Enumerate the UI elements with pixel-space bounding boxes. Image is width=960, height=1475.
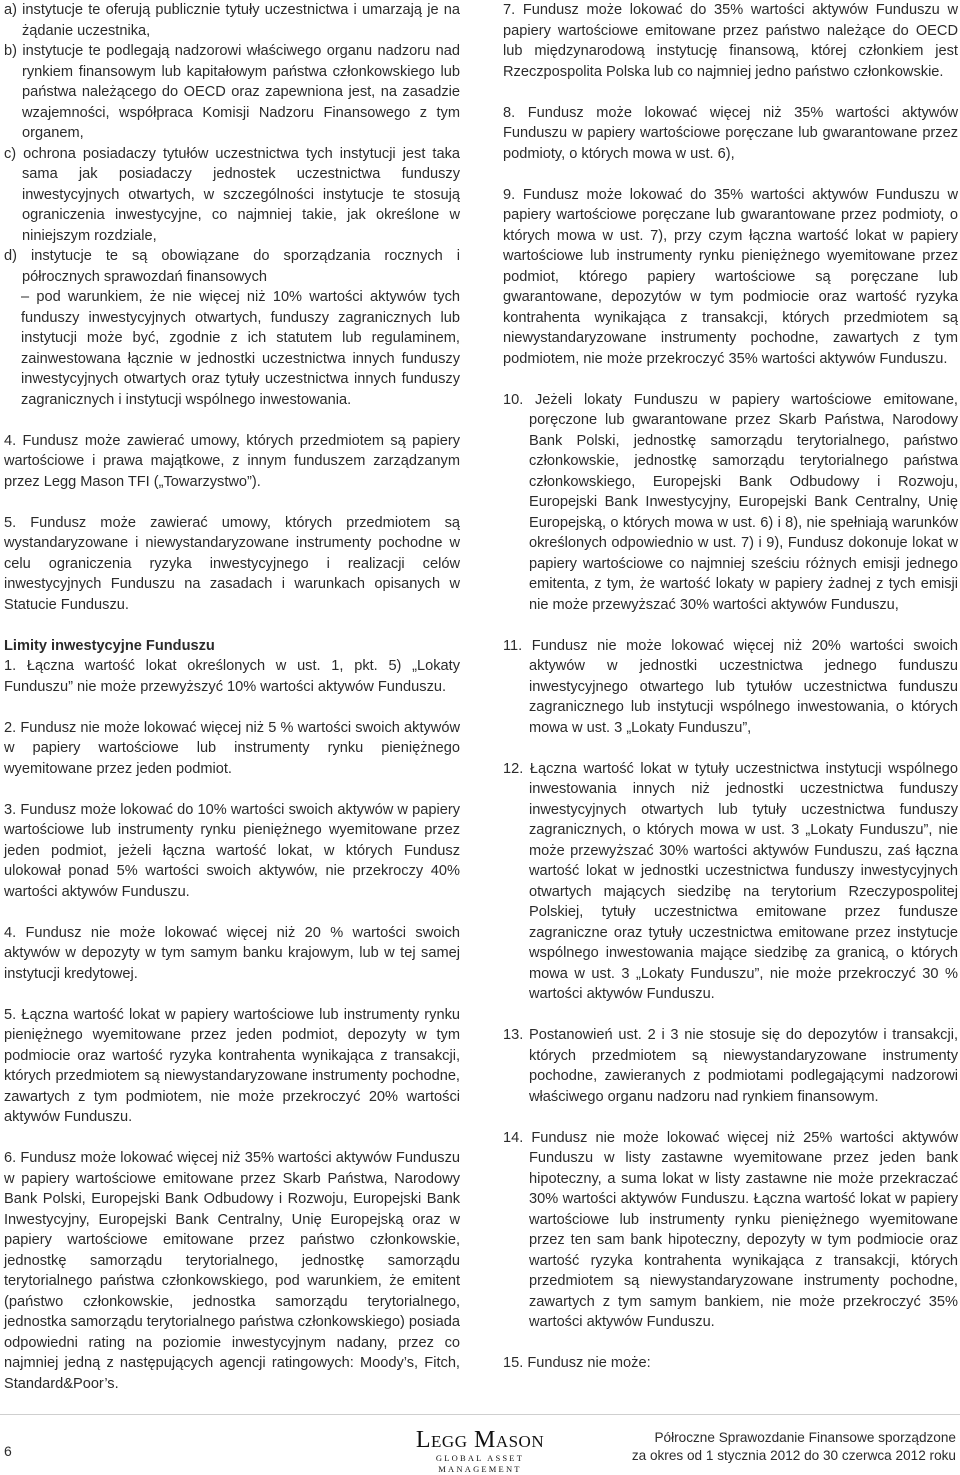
list-item-a: a) instytucje te oferują publicznie tytuły uczestnictwa i umarzają je na żądanie uczestnika, xyxy=(4,2,460,39)
report-title-line-2: za okres od 1 stycznia 2012 do 30 czerwca 2012 roku xyxy=(631,1448,956,1463)
limit-13: 13. Postanowień ust. 2 i 3 nie stosuje się do depozytów i transakcji, których przedmiotem są niewystandaryzowane instrumenty pochodne, zawieranych z podmiotami podlegającymi nadzorowi właściwego organu nadzoru nad rynkiem finansowym. xyxy=(503,1027,958,1105)
section-heading: Limity inwestycyjne Funduszu xyxy=(4,637,215,654)
list-item-c: c) ochrona posiadaczy tytułów uczestnictwa tych instytucji jest taka sama jak posiadaczy jednostek uczestnictwa funduszy inwestycyjnych otwartych, w szczególności instytucje te stosują ograniczenia inwestycyjne, co najmniej takie, jak określone w niniejszym rozdziale, xyxy=(4,145,460,244)
logo-name: Legg Mason xyxy=(415,1427,545,1453)
paragraph-5: 5. Fundusz może zawierać umowy, których przedmiotem są wystandaryzowane i niewystandaryzowane instrumenty pochodne w celu ograniczenia ryzyka inwestycyjnego i realizacji celów inwestycyjnych Funduszu na zasadach i warunkach opisanych w Statucie Funduszu. xyxy=(4,514,460,613)
limit-9: 9. Fundusz może lokować do 35% wartości aktywów Funduszu w papiery wartościowe poręczane lub gwarantowane przez podmioty, o których mowa w ust. 7), przy czym łączna wartość lokat w papiery wartościowe lub instrumenty rynku pieniężnego wyemitowane przez podmiot, którego papiery wartościowe są poręczane lub gwarantowane, depozytów w tym podmiocie oraz wartość ryzyka kontrahenta wynikająca z transakcji, których przedmiotem są niewystandaryzowane instrumenty pochodne, zawartych z tym podmiotem, nie może przekroczyć 35% wartości aktywów Funduszu. xyxy=(503,186,958,367)
left-column xyxy=(4,0,460,1394)
limit-7: 7. Fundusz może lokować do 35% wartości aktywów Funduszu w papiery wartościowe emitowane przez państwo należące do OECD lub międzynarodową instytucję finansową, której członkiem jest Rzeczpospolita Polska lub co najmniej jedno państwo członkowskie. xyxy=(503,2,958,80)
list-item-b: b) instytucje te podlegają nadzorowi właściwego organu nadzoru nad rynkiem finansowym lub kapitałowym państwa członkowskiego lub państwa należącego do OECD oraz zapewniona jest, na zasadzie wzajemności, współpraca Komisji Nadzoru Finansowego z tym organem, xyxy=(4,43,460,141)
page-number: 6 xyxy=(4,1443,12,1459)
footer-divider xyxy=(0,1414,960,1415)
limit-5: 5. Łączna wartość lokat w papiery wartościowe lub instrumenty rynku pieniężnego wyemitowane przez jeden podmiot, depozyty w tym podmiocie oraz wartość ryzyka kontrahenta wynikająca z transakcji, których przedmiotem są niewystandaryzowane instrumenty pochodne, zawartych z tym podmiotem, nie może przekroczyć 20% wartości aktywów Funduszu. xyxy=(4,1006,460,1125)
logo-subtitle: GLOBAL ASSET MANAGEMENT xyxy=(435,1453,525,1474)
limit-15: 15. Fundusz nie może: xyxy=(503,1355,651,1371)
limit-4: 4. Fundusz nie może lokować więcej niż 20 % wartości swoich aktywów w depozyty w tym samym banku krajowym, lub w tej samej instytucji kredytowej. xyxy=(4,924,460,982)
limit-2: 2. Fundusz nie może lokować więcej niż 5 % wartości swoich aktywów w papiery wartościowe lub instrumenty rynku pieniężnego wyemitowane przez jeden podmiot. xyxy=(4,719,460,777)
list-item-d: d) instytucje te są obowiązane do sporządzania rocznych i półrocznych sprawozdań finansowych xyxy=(4,248,460,285)
report-title xyxy=(632,1429,956,1465)
limit-1: 1. Łączna wartość lokat określonych w ust. 1, pkt. 5) „Lokaty Funduszu” nie może przewyższyć 10% wartości aktywów Funduszu. xyxy=(4,658,460,695)
limit-8: 8. Fundusz może lokować więcej niż 35% wartości aktywów Funduszu w papiery wartościowe poręczane lub gwarantowane przez podmioty, o których mowa w ust. 6), xyxy=(503,104,958,162)
paragraph-4: 4. Fundusz może zawierać umowy, których przedmiotem są papiery wartościowe i prawa majątkowe, z innym funduszem zarządzanym przez Legg Mason TFI („Towarzystwo”). xyxy=(4,432,460,490)
limit-6: 6. Fundusz może lokować więcej niż 35% wartości aktywów Funduszu w papiery wartościowe emitowane przez Skarb Państwa, Narodowy Bank Polski, Europejski Bank Odbudowy i Rozwoju, Europejski Bank Inwestycyjny, Europejski Bank Centralny, Unię Europejską oraz w papiery wartościowe emitowane przez państwo członkowskie, jednostkę samorządu terytorialnego, jednostkę samorządu terytorialnego państwa członkowskiego, pod warunkiem, że emitent (państwo członkowskie, jednostka samorządu terytorialnego, jednostka samorządu terytorialnego państwa członkowskiego) posiada odpowiedni rating na poziomie inwestycyjnym nadany, przez co najmniej jedną z następujących agencji ratingowych: Moody’s, Fitch, Standard&Poor’s. xyxy=(4,1150,460,1392)
report-title-line-1: Półroczne Sprawozdanie Finansowe sporządzone xyxy=(654,1430,956,1445)
limit-10: 10. Jeżeli lokaty Funduszu w papiery wartościowe emitowane, poręczone lub gwarantowane przez Skarb Państwa, Narodowy Bank Polski, jednostkę samorządu terytorialnego, państwo członkowskie, jednostkę samorządu terytorialnego państwa członkowskiego, Europejski Bank Odbudowy i Rozwoju, Europejski Bank Inwestycyjny, Europejski Bank Centralny, Unię Europejską, o których mowa w ust. 6) i 8), nie spełniają warunków określonych odpowiednio w ust. 7) i 9), Fundusz dokonuje lokat w papiery wartościowe co najmniej sześciu różnych emisji jednego emitenta, z tym, że wartość lokaty w papiery żadnej z tych emisji nie może przewyższać 30% wartości aktywów Funduszu, xyxy=(503,391,958,613)
limit-12: 12. Łączna wartość lokat w tytuły uczestnictwa instytucji wspólnego inwestowania innych niż jednostki uczestnictwa funduszy inwestycyjnych otwartych lub tytuły uczestnictwa funduszy zagranicznych, o których mowa w ust. 3 „Lokaty Funduszu”, nie może przewyższać 30% wartości aktywów Funduszu, zaś łączna wartość lokat w jednostki uczestnictwa funduszy inwestycyjnych otwartych mających siedzibę na terytorium Rzeczypospolitej Polskiej, tytuły uczestnictwa emitowane przez fundusze zagraniczne oraz tytuły uczestnictwa emitowane przez instytucje wspólnego inwestowania mające siedzibę za granicą, o których mowa w ust. 3 „Lokaty Funduszu”, nie może przekroczyć 30 % wartości aktywów Funduszu. xyxy=(503,760,958,1002)
limit-14: 14. Fundusz nie może lokować więcej niż 25% wartości aktywów Funduszu w listy zastawne wyemitowane przez jeden bank hipoteczny, a suma lokat w listy zastawne nie może przekraczać 30% wartości aktywów Funduszu. Łączna wartość lokat w papiery wartościowe lub instrumenty rynku pieniężnego wyemitowane przez ten sam bank hipoteczny, depozyty w tym podmiocie oraz wartość ryzyka kontrahenta wynikająca z transakcji, których przedmiotem są niewystandaryzowane instrumenty pochodne, zawartych z tym samym bankiem, nie może przekroczyć 35% wartości aktywów Funduszu. xyxy=(503,1129,958,1330)
limit-3: 3. Fundusz może lokować do 10% wartości swoich aktywów w papiery wartościowe lub instrumenty rynku pieniężnego wyemitowane przez jeden podmiot, jeżeli łączna wartość lokat, w których Fundusz ulokował ponad 5% wartości swoich aktywów, nie przekroczy 40% wartości aktywów Funduszu. xyxy=(4,801,460,900)
legg-mason-logo xyxy=(402,1427,558,1475)
list-condition: – pod warunkiem, że nie więcej niż 10% wartości aktywów tych funduszy inwestycyjnych otwartych, funduszy zagranicznych lub instytucji może być, zgodnie z ich statutem lub regulaminem, zainwestowana łącznie w jednostki uczestnictwa innych funduszy inwestycyjnych otwartych oraz tytuły uczestnictwa innych funduszy zagranicznych i instytucji wspólnego inwestowania. xyxy=(21,289,460,408)
limit-11: 11. Fundusz nie może lokować więcej niż 20% wartości swoich aktywów w jednostki uczestnictwa jednego funduszu inwestycyjnego otwartego lub tytułów uczestnictwa funduszu zagranicznego lub instytucji wspólnego inwestowania, o których mowa w ust. 3 „Lokaty Funduszu”, xyxy=(503,637,958,736)
right-column xyxy=(503,0,958,1374)
